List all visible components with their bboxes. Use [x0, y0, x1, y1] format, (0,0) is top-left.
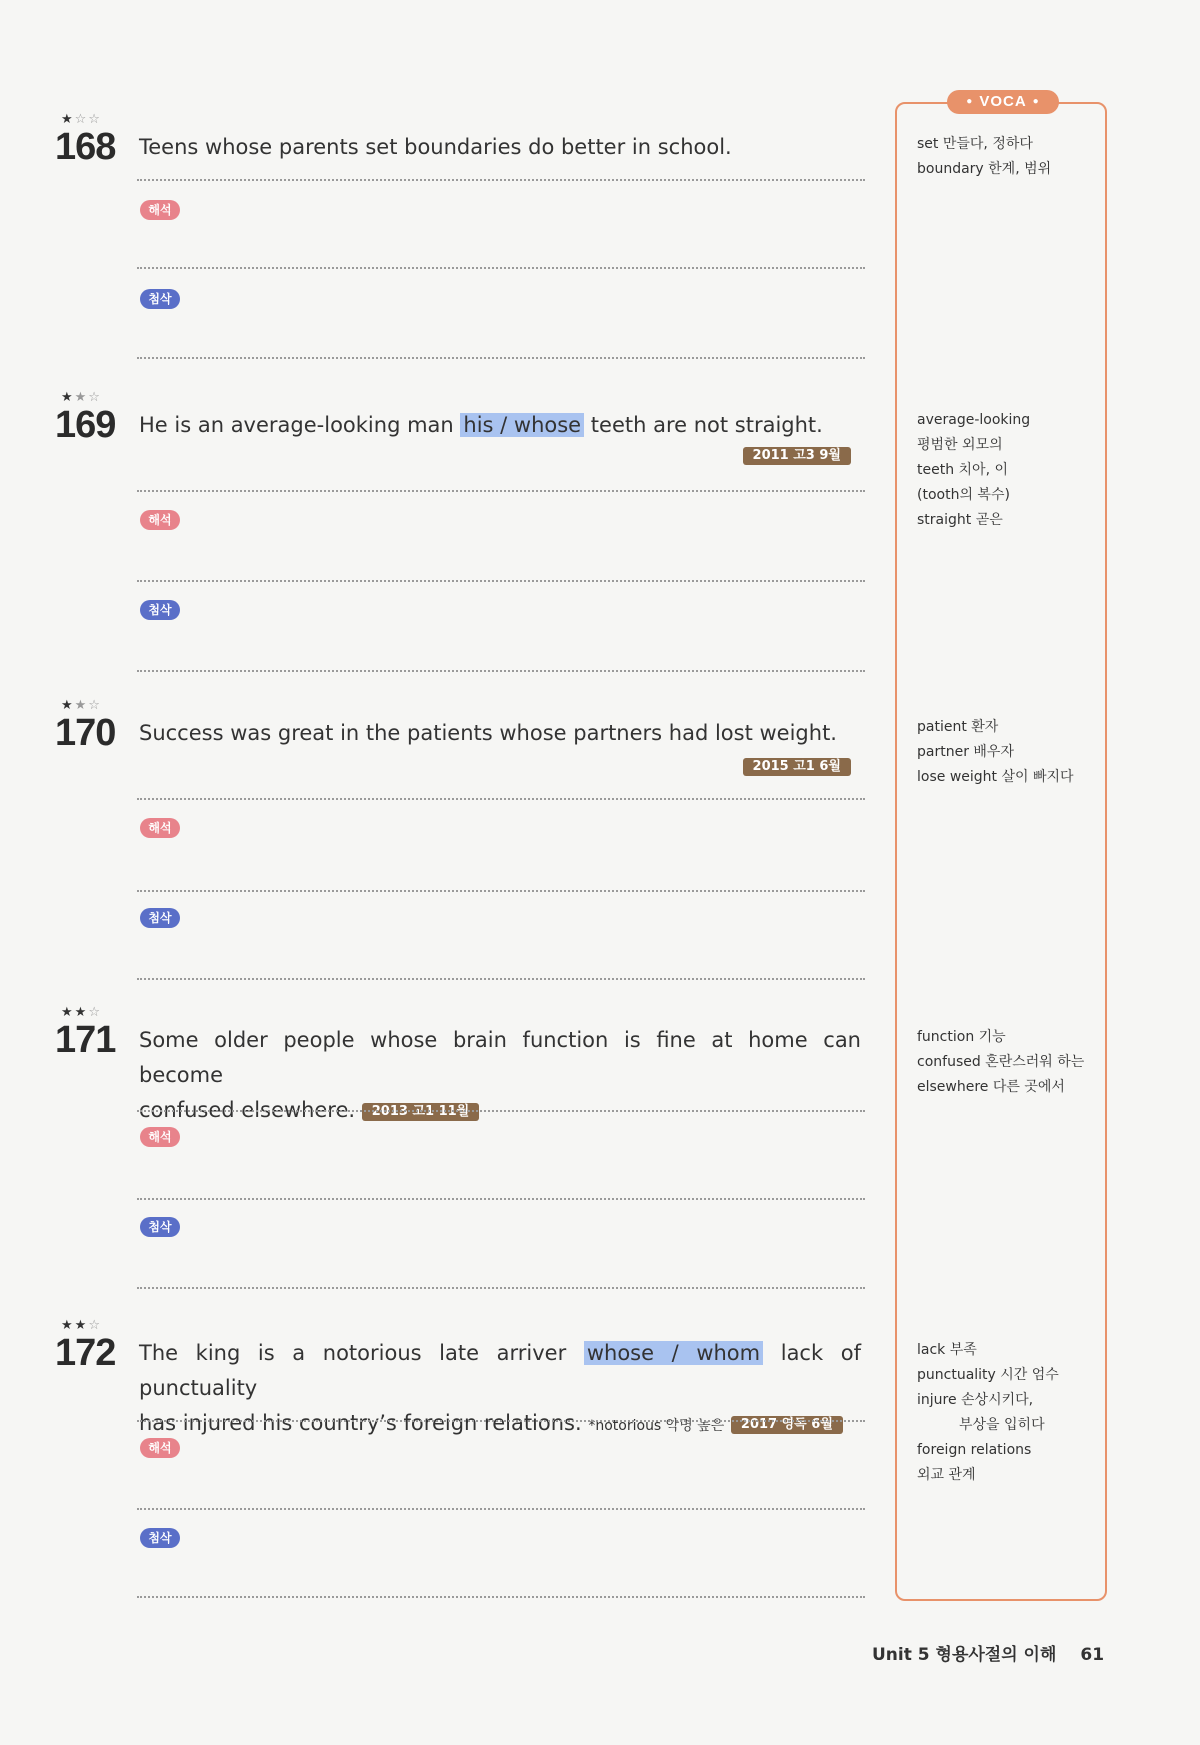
answer-line[interactable]	[137, 1420, 865, 1422]
correction-tag: 첨삭	[140, 1528, 180, 1548]
voca-entry: 부상을 입히다	[959, 1417, 1045, 1433]
translation-tag: 해석	[140, 1438, 180, 1458]
difficulty-stars: ★★☆	[61, 390, 102, 405]
correction-tag: 첨삭	[140, 1217, 180, 1237]
source-badge: 2015 고1 6월	[743, 758, 851, 776]
exercise-sentence: The king is a notorious late arriver whose / whom lack of punctuality has injured his country’s foreign relations. *notorious 악명 높은 2017 영독 6월	[139, 1341, 861, 1435]
correction-tag: 첨삭	[140, 289, 180, 309]
exercise-sentence: Some older people whose brain function is fine at home can become confused elsewhere. 2013 고1 11월	[139, 1028, 861, 1122]
translation-line[interactable]	[137, 890, 865, 892]
voca-entry: lack 부족	[917, 1342, 977, 1358]
choice-highlight: whose / whom	[584, 1341, 763, 1365]
translation-line[interactable]	[137, 267, 865, 269]
exercise-number: 171	[55, 1019, 116, 1061]
exercise-sentence: Success was great in the patients whose partners had lost weight.	[139, 721, 837, 745]
correction-tag: 첨삭	[140, 600, 180, 620]
answer-line[interactable]	[137, 179, 865, 181]
exercise-number: 170	[55, 712, 116, 754]
answer-line[interactable]	[137, 490, 865, 492]
voca-badge: ● VOCA ●	[947, 90, 1059, 114]
difficulty-stars: ★☆☆	[61, 112, 102, 127]
voca-entry: 평범한 외모의	[917, 437, 1003, 453]
translation-line[interactable]	[137, 580, 865, 582]
correction-line[interactable]	[137, 1596, 865, 1598]
correction-tag: 첨삭	[140, 908, 180, 928]
exercise-168	[55, 112, 865, 372]
difficulty-stars: ★★☆	[61, 1318, 102, 1333]
source-badge: 2011 고3 9월	[743, 447, 851, 465]
voca-group-172	[917, 1338, 1097, 1488]
voca-entry: injure 손상시키다,	[917, 1392, 1034, 1408]
unit-title: Unit 5 형용사절의 이해	[872, 1645, 1057, 1665]
exercise-169	[55, 390, 865, 680]
voca-entry: lose weight 살이 빠지다	[917, 769, 1074, 785]
exercise-sentence: Teens whose parents set boundaries do better in school.	[139, 135, 732, 159]
voca-entry: teeth 치아, 이	[917, 462, 1009, 478]
vocab-note: *notorious 악명 높은	[588, 1418, 725, 1434]
voca-entry: average-looking	[917, 412, 1031, 428]
translation-tag: 해석	[140, 510, 180, 530]
voca-entry: straight 곧은	[917, 512, 1003, 528]
difficulty-stars: ★★☆	[61, 1005, 102, 1020]
voca-entry: foreign relations	[917, 1442, 1032, 1458]
voca-entry: (tooth의 복수)	[917, 487, 1010, 503]
page-number: 61	[1080, 1645, 1105, 1665]
voca-group-170	[917, 715, 1097, 790]
voca-entry: partner 배우자	[917, 744, 1014, 760]
source-badge: 2017 영독 6월	[731, 1416, 843, 1434]
correction-line[interactable]	[137, 357, 865, 359]
correction-line[interactable]	[137, 1287, 865, 1289]
page-footer	[872, 1640, 1104, 1665]
exercise-170	[55, 698, 865, 988]
voca-entry: set 만들다, 정하다	[917, 136, 1033, 152]
correction-line[interactable]	[137, 670, 865, 672]
exercise-number: 169	[55, 404, 116, 446]
voca-entry: boundary 한계, 범위	[917, 161, 1052, 177]
exercise-sentence: He is an average-looking man his / whose teeth are not straight.	[139, 413, 823, 437]
voca-entry: confused 혼란스러워 하는	[917, 1054, 1085, 1070]
choice-highlight: his / whose	[460, 413, 584, 437]
translation-tag: 해석	[140, 200, 180, 220]
source-badge: 2013 고1 11월	[362, 1103, 480, 1121]
translation-line[interactable]	[137, 1198, 865, 1200]
voca-entry: patient 환자	[917, 719, 999, 735]
translation-tag: 해석	[140, 1127, 180, 1147]
voca-group-169	[917, 408, 1097, 533]
difficulty-stars: ★★☆	[61, 698, 102, 713]
voca-group-168	[917, 132, 1097, 182]
voca-entry: function 기능	[917, 1029, 1006, 1045]
translation-tag: 해석	[140, 818, 180, 838]
translation-line[interactable]	[137, 1508, 865, 1510]
answer-line[interactable]	[137, 798, 865, 800]
correction-line[interactable]	[137, 978, 865, 980]
voca-entry: elsewhere 다른 곳에서	[917, 1079, 1065, 1095]
voca-group-171	[917, 1025, 1097, 1100]
exercise-number: 172	[55, 1332, 116, 1374]
answer-line[interactable]	[137, 1110, 865, 1112]
exercise-number: 168	[55, 126, 116, 168]
exercise-171	[55, 1005, 865, 1295]
voca-entry: 외교 관계	[917, 1467, 976, 1483]
voca-entry: punctuality 시간 엄수	[917, 1367, 1059, 1383]
exercise-172	[55, 1318, 865, 1608]
